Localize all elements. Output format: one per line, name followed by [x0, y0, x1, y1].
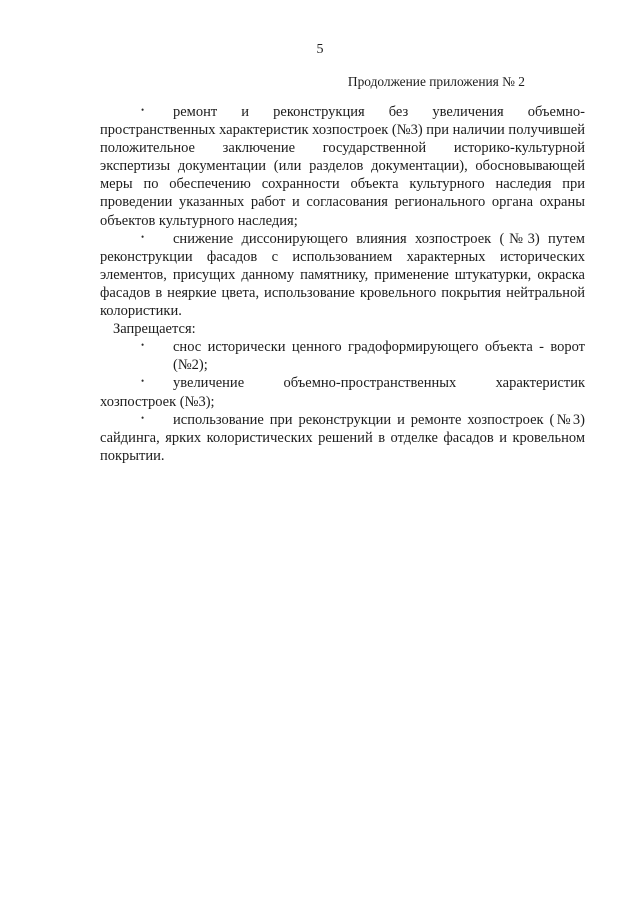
- list-item-text: снижение диссонирующего влияния хозпостроек (№3) путем реконструкции фасадов с использованием характерных исторических элементов, присущих данному памятнику, применение штукатурки, окраска фасадов в неяркие цвета, использование кровельного покрытия нейтральной колористики.: [100, 230, 585, 320]
- list-item: [100, 374, 585, 410]
- list-item-text: использование при реконструкции и ремонте хозпостроек (№3) сайдинга, ярких колористических решений в отделке фасадов и кровельном покрытии.: [100, 411, 585, 464]
- bullet-icon: •: [141, 231, 145, 242]
- bullet-icon: •: [141, 376, 145, 387]
- list-item: [100, 338, 585, 374]
- list-item-text: увеличение объемно-пространственных характеристик хозпостроек (№3);: [100, 375, 585, 410]
- list-item-text: снос исторически ценного градоформирующего объекта - ворот (№2);: [173, 339, 585, 374]
- list-item: [100, 230, 585, 320]
- prohibited-heading: Запрещается:: [113, 321, 196, 338]
- document-body: [100, 103, 585, 465]
- list-item-text: ремонт и реконструкция без увеличения объемно-пространственных характеристик хозпостроек (№3) при наличии получившей положительное заключение государственной историко-культурной экспертизы документации (или разделов документации), обосновывающей меры по обеспечению сохранности объекта культурного наследия при проведении указанных работ и согласования регионального органа охраны объектов культурного наследия;: [100, 104, 585, 229]
- list-item: [100, 411, 585, 465]
- appendix-continuation-header: Продолжение приложения № 2: [347, 74, 525, 89]
- page-number: 5: [316, 42, 324, 57]
- bullet-icon: •: [141, 340, 145, 351]
- bullet-icon: •: [141, 105, 145, 115]
- bullet-icon: •: [141, 412, 145, 423]
- list-item: [100, 103, 585, 230]
